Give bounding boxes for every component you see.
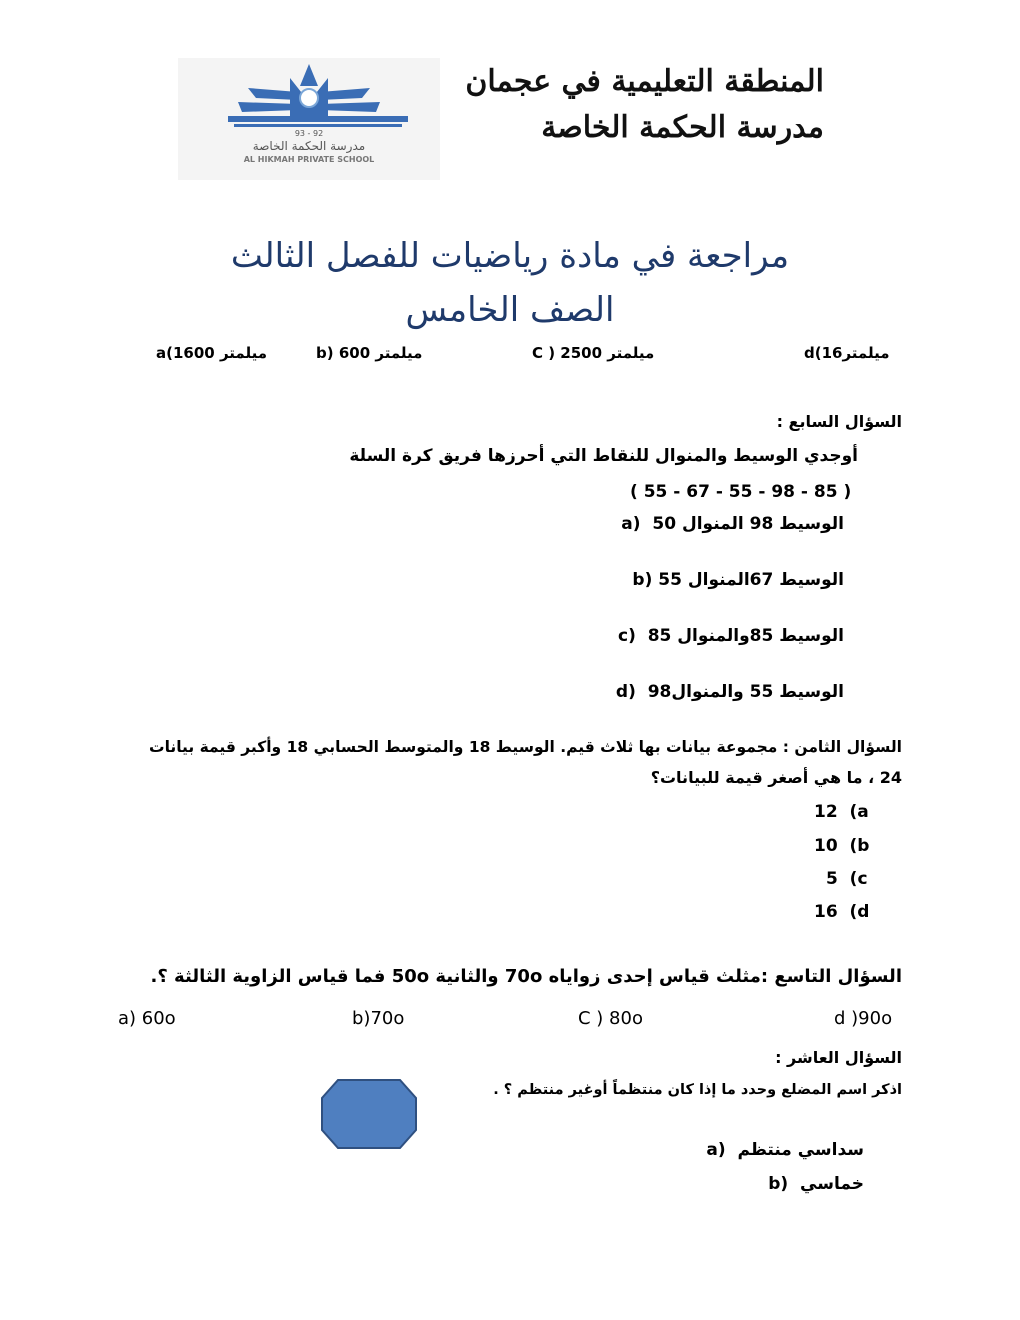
q9-option-a: a) 60o xyxy=(118,1008,176,1029)
q7-option-letter: d) xyxy=(615,682,636,702)
school-name: مدرسة الحكمة الخاصة xyxy=(541,110,824,145)
q9-option-d: d )90o xyxy=(834,1008,893,1029)
q7-option-text: الوسيط 98 المنوال 50 xyxy=(652,514,844,534)
region-name: المنطقة التعليمية في عجمان xyxy=(465,64,824,99)
q8-option-letter: b xyxy=(857,836,870,856)
q7-option-letter: b) xyxy=(632,570,653,590)
q8-option-letter: d xyxy=(857,902,870,922)
q8-option-a: 12 (a xyxy=(814,802,869,822)
q9-option-b: b)70o xyxy=(352,1008,405,1029)
q8-option-value: 12 xyxy=(814,802,838,822)
q7-option-letter: a) xyxy=(621,514,641,534)
q7-heading: السؤال السابع : xyxy=(776,412,902,431)
q10-option-b xyxy=(564,1174,864,1194)
q8-option-value: 16 xyxy=(814,902,838,922)
q10-option-text: خماسي xyxy=(800,1174,864,1194)
q10-option-letter: b) xyxy=(768,1174,789,1194)
q6-option-b: b) ميلمتر 600 xyxy=(316,344,423,362)
q7-option-b xyxy=(444,570,844,590)
q6-option-c: C ) 2500 ميلمتر xyxy=(532,344,655,362)
page-subtitle: الصف الخامس xyxy=(405,290,615,330)
octagon-shape xyxy=(320,1078,418,1150)
q6-option-d: d(16ميلمتر xyxy=(804,344,890,362)
q10-option-text: سداسي منتظم xyxy=(737,1140,864,1160)
q7-option-c xyxy=(444,626,844,646)
q8-option-value: 10 xyxy=(814,836,838,856)
q10-option-letter: a) xyxy=(706,1140,726,1160)
q6-option-a: a(1600 ميلمتر xyxy=(156,344,267,362)
q8-option-letter: c xyxy=(857,869,868,889)
q7-data-set: ( 55 - 67 - 55 - 98 - 85 ) xyxy=(630,482,852,502)
q6-options xyxy=(0,344,1020,368)
q10-prompt: اذكر اسم المضلع وحدد ما إذا كان منتظماً أوغير منتظم ؟ . xyxy=(493,1082,902,1098)
q8-option-value: 5 xyxy=(826,869,838,889)
page-title: مراجعة في مادة رياضيات للفصل الثالث xyxy=(230,236,790,276)
q8-option-letter: a xyxy=(857,802,869,822)
q7-option-letter: c) xyxy=(618,626,636,646)
q8-option-b: 10 (b xyxy=(814,836,870,856)
logo-text-arabic: مدرسة الحكمة الخاصة xyxy=(252,139,366,153)
q7-option-text: الوسيط 67المنوال 55 xyxy=(658,570,844,590)
q7-option-text: الوسيط 85والمنوال 85 xyxy=(647,626,844,646)
q9-options xyxy=(0,1008,1020,1034)
q10-option-a xyxy=(564,1140,864,1160)
q8-option-c: 5 (c xyxy=(826,869,868,889)
q9-question: السؤال التاسع :مثلث قياس إحدى زواياه 70o والثانية 50o فما قياس الزاوية الثالثة ؟. xyxy=(150,966,902,987)
q7-option-text: الوسيط 55 والمنوال98 xyxy=(647,682,844,702)
logo-years: 93 - 92 xyxy=(294,129,324,138)
q7-prompt: أوجدي الوسيط والمنوال للنقاط التي أحرزها فريق كرة السلة xyxy=(349,446,858,466)
q8-line1: السؤال الثامن : مجموعة بيانات بها ثلاث قيم. الوسيط 18 والمتوسط الحسابي 18 وأكبر قيمة بيانات xyxy=(149,738,902,756)
q9-option-c: C ) 80o xyxy=(578,1008,643,1029)
logo-text-english: AL HIKMAH PRIVATE SCHOOL xyxy=(243,155,375,164)
school-logo xyxy=(178,58,440,180)
q10-heading: السؤال العاشر : xyxy=(775,1048,902,1067)
q8-line2: 24 ، ما هي أصغر قيمة للبيانات؟ xyxy=(650,768,902,787)
q8-option-d: 16 (d xyxy=(814,902,870,922)
q7-option-d xyxy=(444,682,844,702)
q7-option-a xyxy=(444,514,844,534)
